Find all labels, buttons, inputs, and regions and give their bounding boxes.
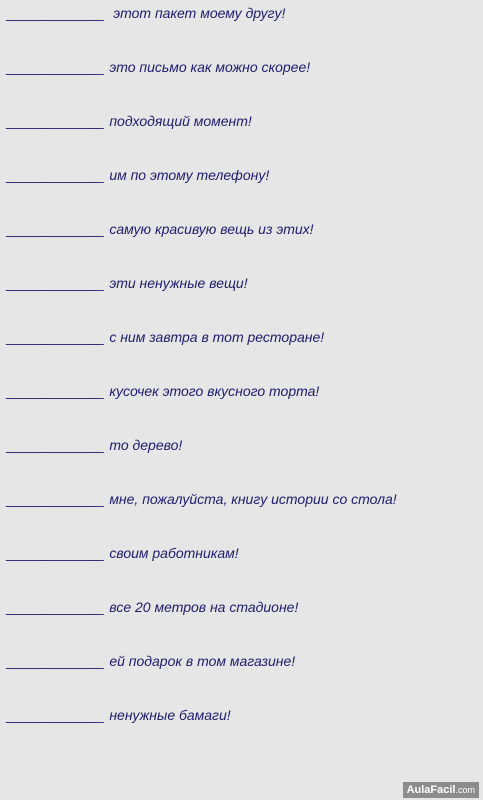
exercise-item-5 (6, 220, 397, 274)
sentence-text: эти ненужные вещи! (109, 275, 248, 291)
logo-brand: AulaFacil (406, 784, 456, 796)
answer-blank: _____________ (6, 491, 104, 507)
answer-blank: _____________ (6, 653, 104, 669)
answer-blank: _____________ (6, 707, 104, 723)
exercise-item-10 (6, 490, 397, 544)
sentence-text: ненужные бамаги! (109, 707, 231, 723)
sentence-text: это письмо как можно скорее! (109, 59, 311, 75)
answer-blank: _____________ (6, 275, 104, 291)
answer-blank: _____________ (6, 167, 104, 183)
sentence-text: этот пакет моему другу! (109, 5, 286, 21)
exercise-item-9 (6, 436, 397, 490)
sentence-text: с ним завтра в тот ресторане! (109, 329, 325, 345)
answer-blank: _____________ (6, 437, 104, 453)
answer-blank: _____________ (6, 599, 104, 615)
sentence-text: подходящий момент! (109, 113, 252, 129)
exercise-item-2 (6, 58, 397, 112)
exercise-item-14 (6, 706, 397, 760)
exercise-item-13 (6, 652, 397, 706)
sentence-text: им по этому телефону! (109, 167, 270, 183)
logo-domain: .com (455, 785, 475, 795)
answer-blank: _____________ (6, 113, 104, 129)
sentence-text: то дерево! (109, 437, 183, 453)
exercise-item-1 (6, 4, 397, 58)
aulafacil-logo (403, 782, 479, 798)
exercise-item-12 (6, 598, 397, 652)
answer-blank: _____________ (6, 59, 104, 75)
sentence-text: своим работникам! (109, 545, 239, 561)
exercise-list (6, 4, 397, 760)
exercise-item-6 (6, 274, 397, 328)
sentence-text: кусочек этого вкусного торта! (109, 383, 320, 399)
exercise-item-4 (6, 166, 397, 220)
sentence-text: самую красивую вещь из этих! (109, 221, 314, 237)
answer-blank: _____________ (6, 545, 104, 561)
exercise-item-8 (6, 382, 397, 436)
answer-blank: _____________ (6, 5, 104, 21)
answer-blank: _____________ (6, 221, 104, 237)
exercise-item-11 (6, 544, 397, 598)
exercise-item-3 (6, 112, 397, 166)
answer-blank: _____________ (6, 329, 104, 345)
sentence-text: мне, пожалуйста, книгу истории со стола! (109, 491, 397, 507)
sentence-text: все 20 метров на стадионе! (109, 599, 299, 615)
answer-blank: _____________ (6, 383, 104, 399)
sentence-text: ей подарок в том магазине! (109, 653, 296, 669)
exercise-item-7 (6, 328, 397, 382)
